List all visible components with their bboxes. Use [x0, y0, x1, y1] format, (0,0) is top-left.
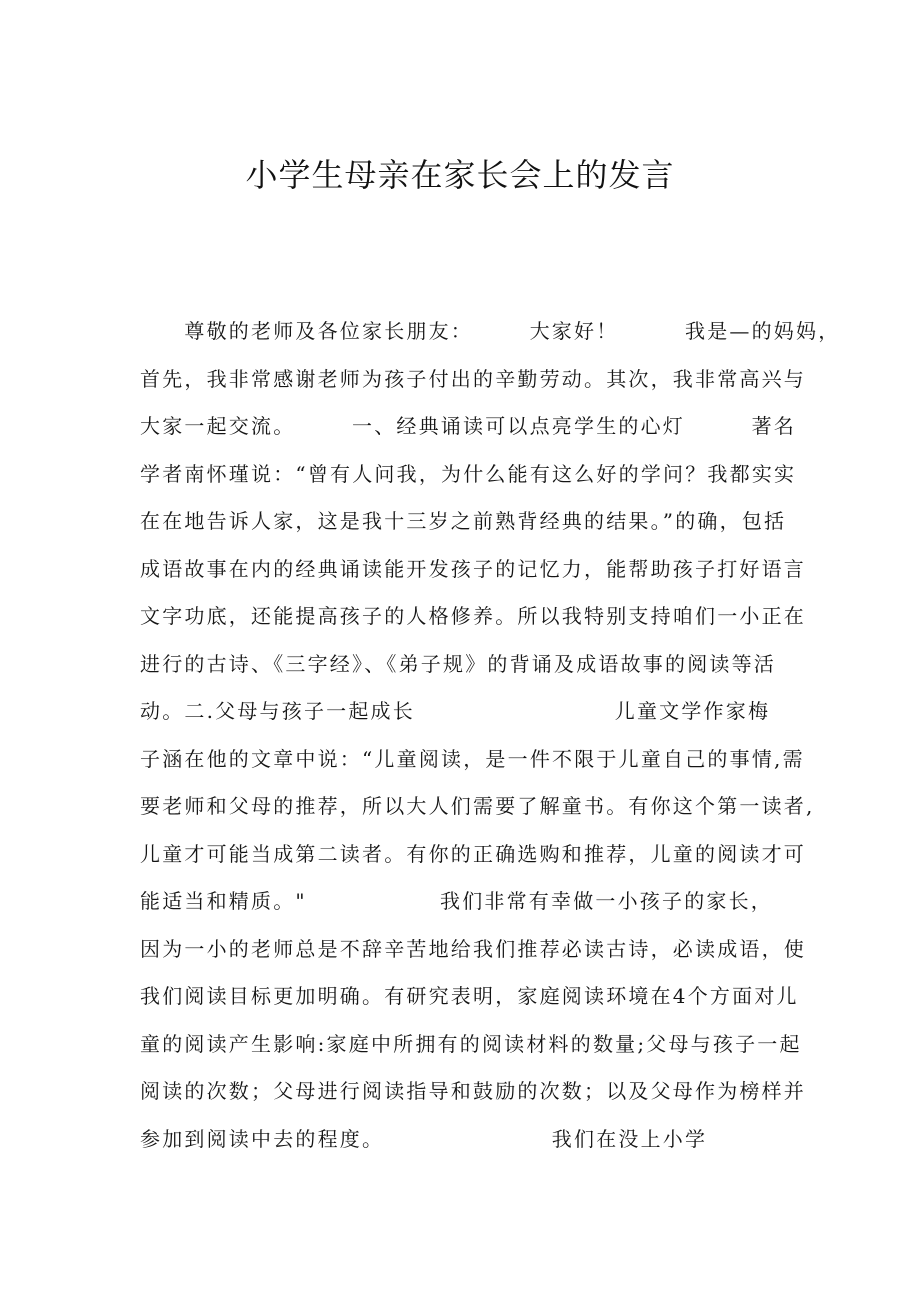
text-line: 童的阅读产生影响:家庭中所拥有的阅读材料的数量;父母与孩子一起	[140, 1031, 802, 1056]
text-line: 我们阅读目标更加明确。有研究表明，家庭阅读环境在4个方面对儿	[140, 984, 799, 1008]
text-line: 阅读的次数；父母进行阅读指导和鼓励的次数；以及父母作为榜样并	[140, 1079, 806, 1103]
text-line: 学者南怀瑾说：“曾有人问我，为什么能有这么好的学问？我都实实	[140, 461, 797, 486]
text-line: 因为一小的老师总是不辞辛苦地给我们推荐必读古诗，必读成语，使	[140, 936, 806, 961]
text-line: 动。二.父母与孩子一起成长 儿童文学作家梅	[140, 699, 771, 723]
text-line: 子涵在他的文章中说：“儿童阅读，是一件不限于儿童自己的事情,需	[140, 746, 805, 771]
document-body	[140, 308, 841, 1163]
text-line: 尊敬的老师及各位家长朋友： 大家好！ 我是—的妈妈，	[140, 319, 841, 343]
text-line: 文字功底，还能提高孩子的人格修养。所以我特别支持咱们一小正在	[140, 604, 806, 628]
text-line: 参加到阅读中去的程度。 我们在没上小学	[140, 1126, 708, 1151]
text-line: 成语故事在内的经典诵读能开发孩子的记忆力，能帮助孩子打好语言	[140, 556, 806, 581]
text-line: 进行的古诗、《三字经》、《弟子规》的背诵及成语故事的阅读等活	[140, 651, 776, 676]
text-line: 要老师和父母的推荐，所以大人们需要了解童书。有你这个第一读者,	[140, 794, 815, 818]
text-line: 儿童才可能当成第二读者。有你的正确选购和推荐，儿童的阅读才可	[140, 841, 806, 866]
text-line: 能适当和精质。" 我们非常有幸做一小孩子的家长，	[140, 889, 773, 913]
text-line: 首先，我非常感谢老师为孩子付出的辛勤劳动。其次，我非常高兴与	[140, 366, 806, 391]
text-line: 大家一起交流。 一、经典诵读可以点亮学生的心灯 著名	[140, 414, 796, 438]
document-title: 小学生母亲在家长会上的发言	[245, 156, 675, 194]
text-line: 在在地告诉人家，这是我十三岁之前熟背经典的结果。”的确，包括	[140, 509, 787, 533]
